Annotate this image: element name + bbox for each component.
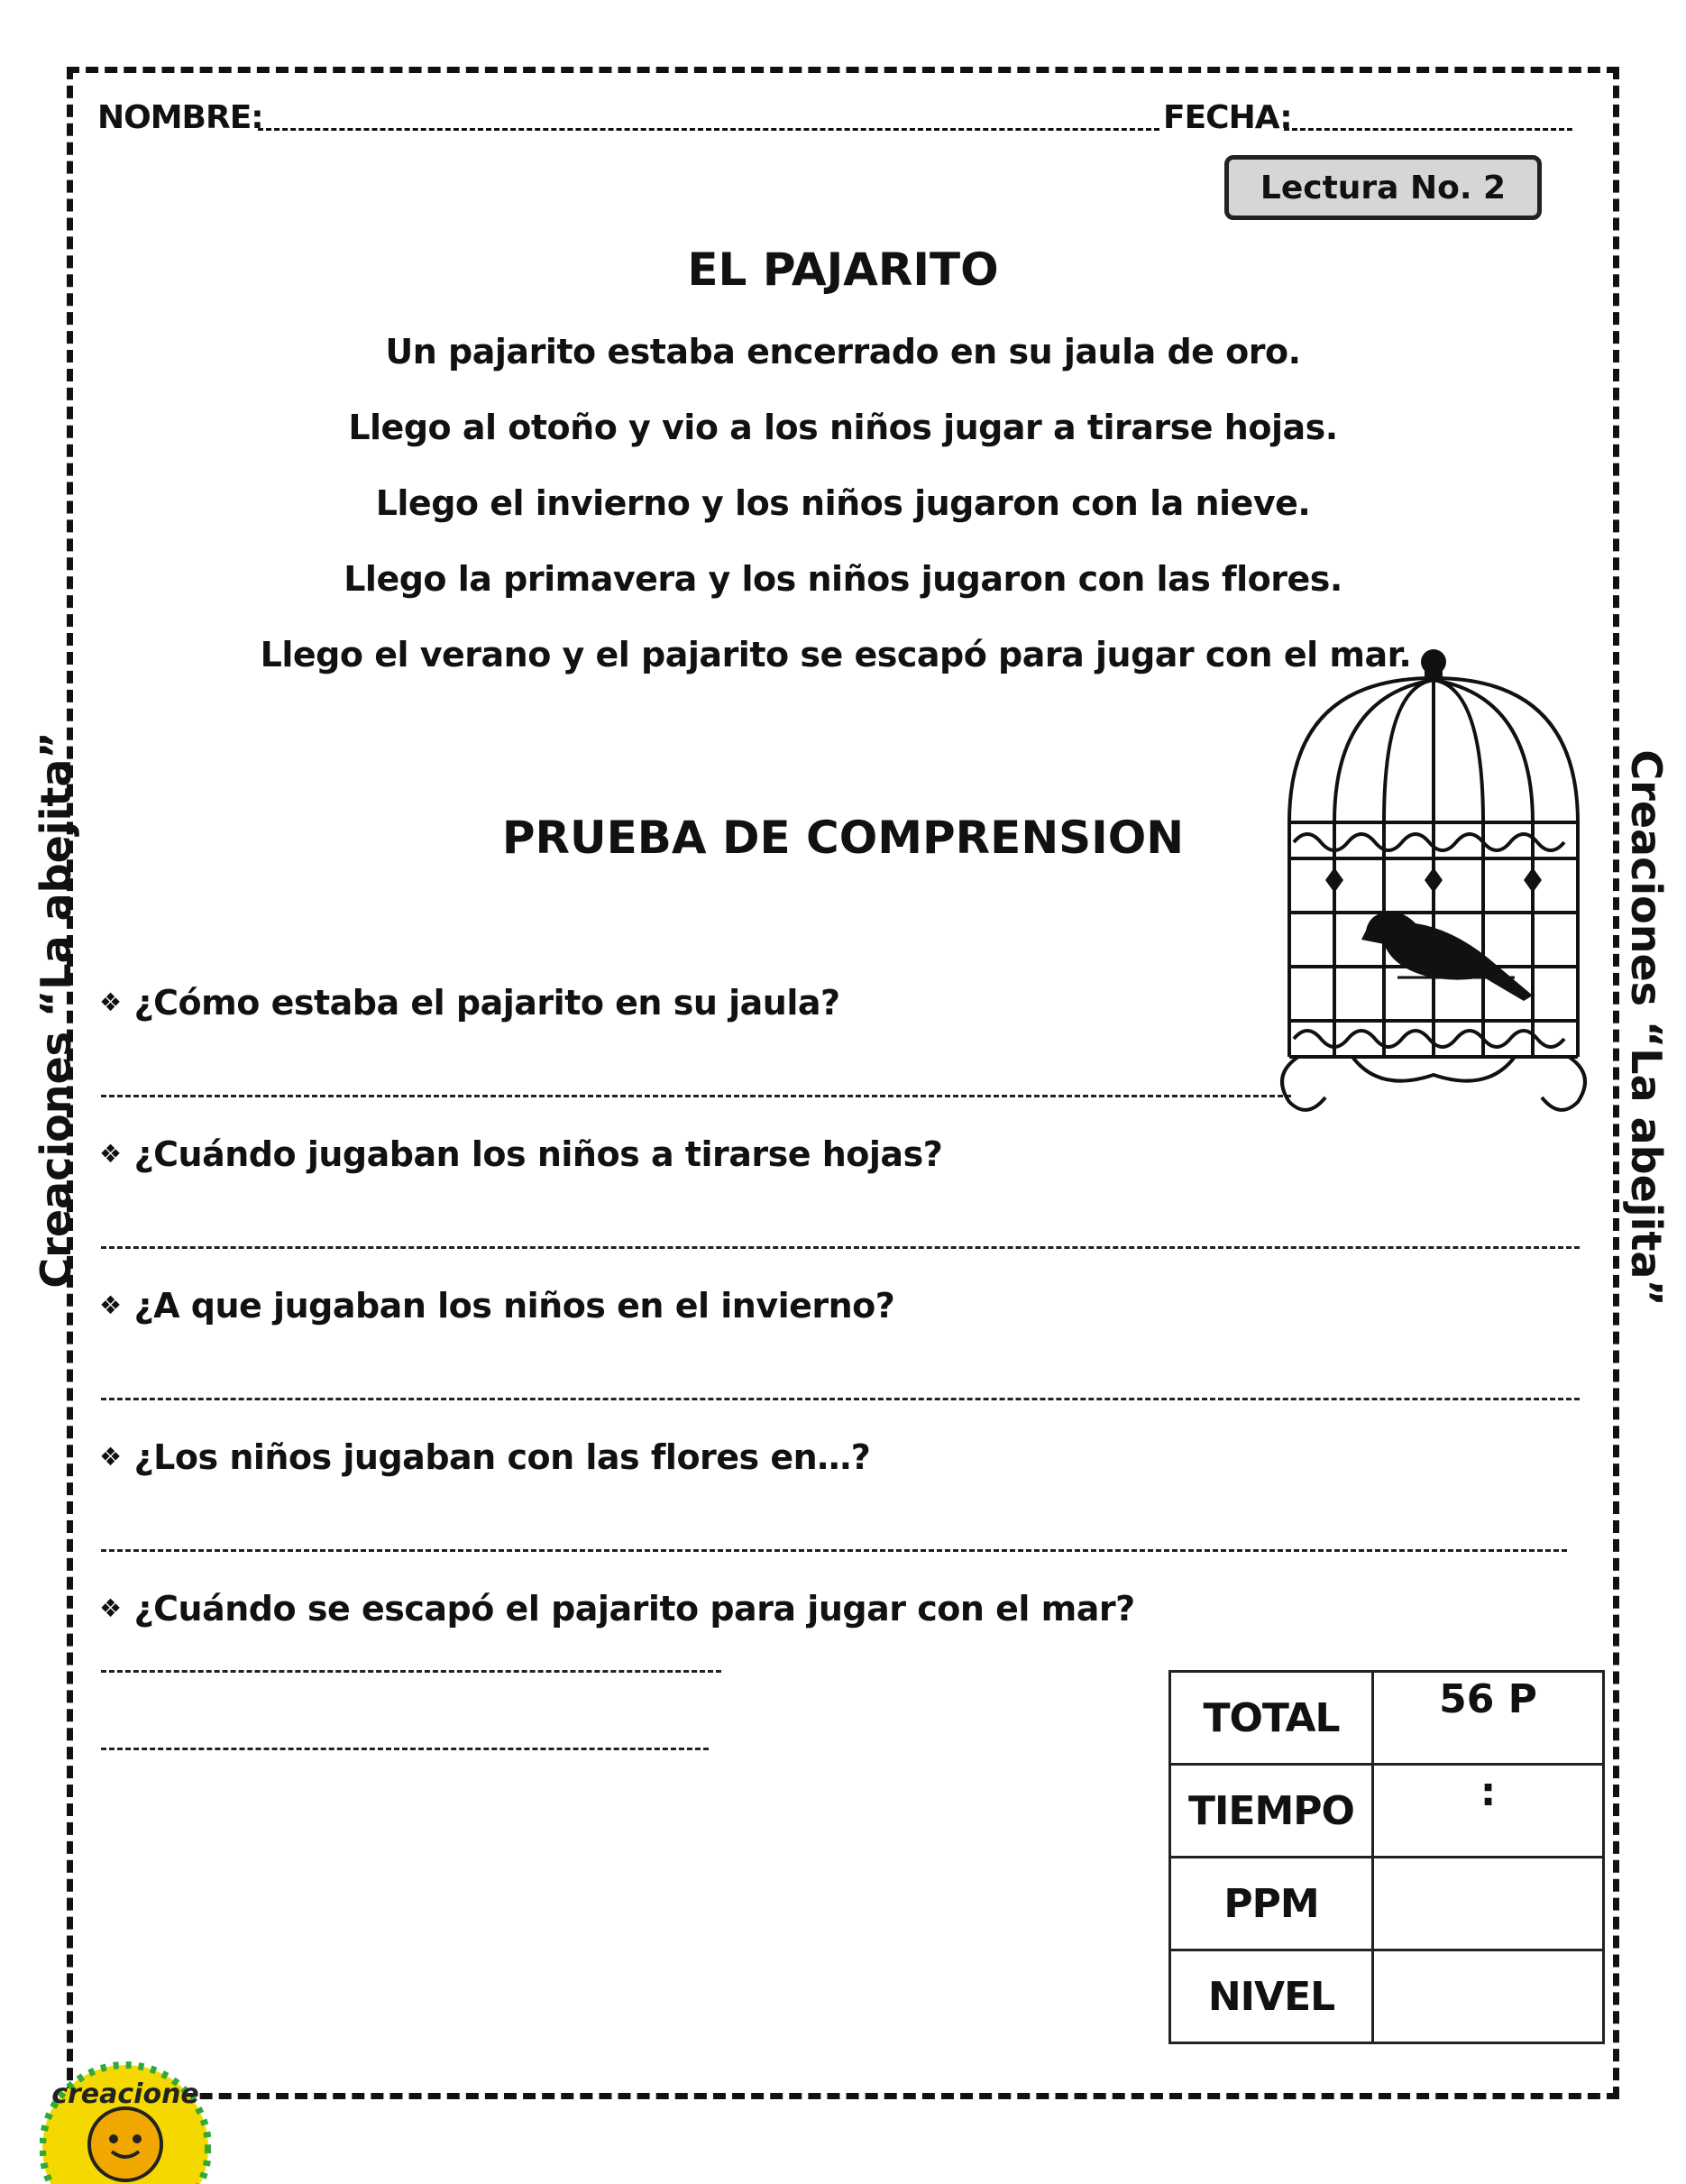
answer-line-5a[interactable] <box>101 1670 721 1673</box>
score-label: TOTAL <box>1170 1672 1373 1765</box>
diamond-bullet-icon: ❖ <box>99 1290 122 1320</box>
question-text: ¿Cómo estaba el pajarito en su jaula? <box>133 983 840 1023</box>
story-title: EL PAJARITO <box>687 243 999 296</box>
score-value[interactable] <box>1373 1950 1604 2043</box>
score-table <box>1168 1670 1605 2044</box>
question-text: ¿Cuándo se escapó el pajarito para jugar con el mar? <box>133 1589 1135 1629</box>
answer-line-3[interactable] <box>101 1398 1580 1400</box>
date-label: FECHA: <box>1163 99 1292 136</box>
logo-text: creacione <box>51 2078 199 2110</box>
score-label: PPM <box>1170 1858 1373 1950</box>
question-2 <box>99 1134 942 1174</box>
table-row <box>1170 1950 1604 2043</box>
story-line: Llego el verano y el pajarito se escapó para jugar con el mar. <box>260 635 1412 674</box>
diamond-bullet-icon: ❖ <box>99 987 122 1017</box>
score-value[interactable] <box>1373 1858 1604 1950</box>
table-row <box>1170 1765 1604 1858</box>
story-line: Llego el invierno y los niños jugaron con la nieve. <box>375 483 1311 523</box>
story-line: Llego al otoño y vio a los niños jugar a tirarse hojas. <box>348 408 1338 447</box>
question-5 <box>99 1589 1135 1629</box>
answer-line-4[interactable] <box>101 1549 1567 1552</box>
score-label: TIEMPO <box>1170 1765 1373 1858</box>
diamond-bullet-icon: ❖ <box>99 1442 122 1472</box>
diamond-bullet-icon: ❖ <box>99 1593 122 1623</box>
lectura-badge: Lectura No. 2 <box>1224 155 1542 220</box>
creaciones-logo <box>40 2058 211 2184</box>
table-row <box>1170 1858 1604 1950</box>
answer-line-1[interactable] <box>101 1095 1291 1097</box>
score-label: NIVEL <box>1170 1950 1373 2043</box>
answer-line-2[interactable] <box>101 1246 1580 1249</box>
diamond-bullet-icon: ❖ <box>99 1139 122 1169</box>
score-value[interactable]: 56 P <box>1373 1672 1604 1765</box>
question-4 <box>99 1437 870 1477</box>
story-line: Un pajarito estaba encerrado en su jaula de oro. <box>385 332 1301 372</box>
question-text: ¿A que jugaban los niños en el invierno? <box>133 1286 895 1326</box>
question-1 <box>99 983 840 1023</box>
question-text: ¿Cuándo jugaban los niños a tirarse hojas? <box>133 1134 943 1174</box>
quiz-title: PRUEBA DE COMPRENSION <box>501 812 1185 864</box>
table-row <box>1170 1672 1604 1765</box>
side-watermark-left: Creaciones “La abejita” <box>32 731 80 1289</box>
question-3 <box>99 1286 894 1326</box>
answer-line-5b[interactable] <box>101 1748 709 1750</box>
question-text: ¿Los niños jugaban con las flores en…? <box>133 1437 871 1477</box>
birdcage-with-bird-icon <box>1271 642 1596 1147</box>
name-field[interactable] <box>258 128 1159 131</box>
side-watermark-right: Creaciones “La abejita” <box>1622 749 1671 1307</box>
story-line: Llego la primavera y los niños jugaron con las flores. <box>344 559 1342 599</box>
score-value[interactable]: : <box>1373 1765 1604 1858</box>
name-label: NOMBRE: <box>97 99 263 136</box>
date-field[interactable] <box>1284 128 1572 131</box>
